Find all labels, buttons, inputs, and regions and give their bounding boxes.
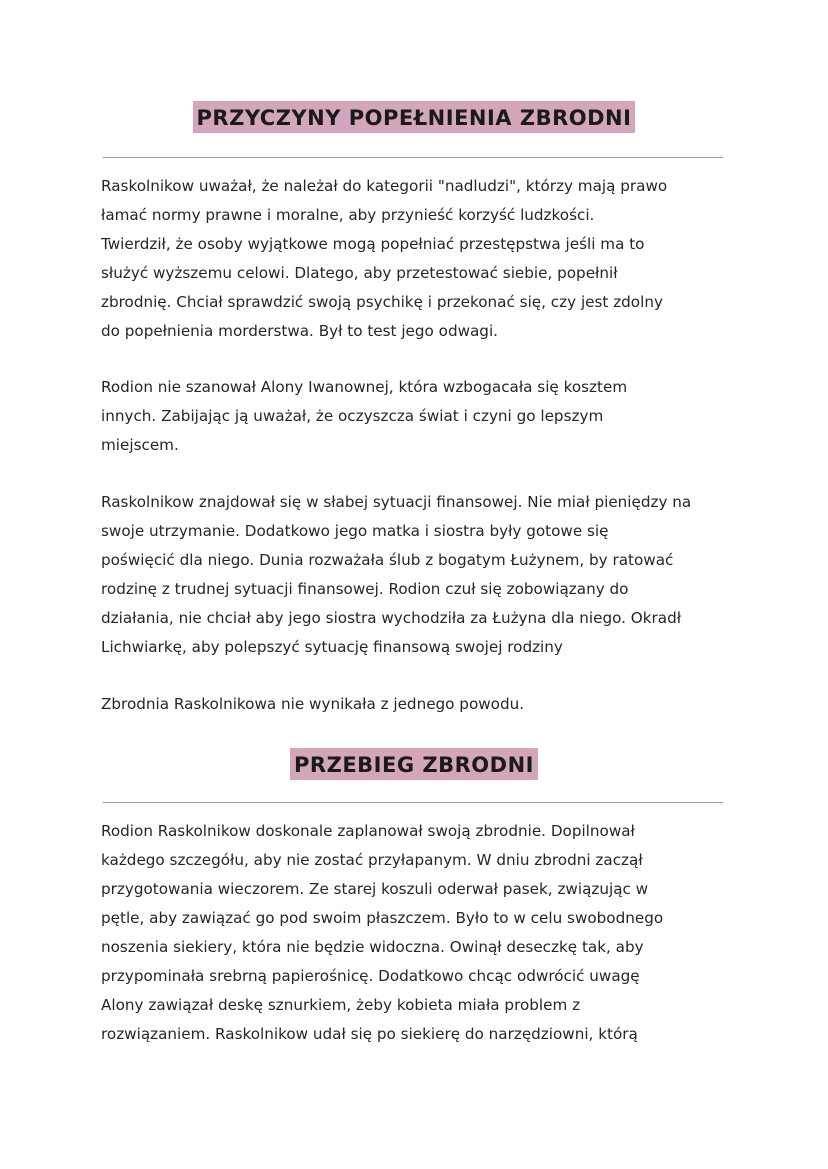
text-line: łamać normy prawne i moralne, aby przynieść korzyść ludzkości.: [101, 206, 595, 224]
section-divider: [103, 802, 723, 803]
text-line: Lichwiarkę, aby polepszyć sytuację finansową swojej rodziny: [101, 638, 563, 656]
section-heading-causes: PRZYCZYNY POPEŁNIENIA ZBRODNI: [193, 101, 636, 133]
text-line: rodzinę z trudnej sytuacji finansowej. Rodion czuł się zobowiązany do: [101, 580, 629, 598]
text-line: innych. Zabijając ją uważał, że oczyszcza świat i czyni go lepszym: [101, 407, 604, 425]
section-heading-wrap: [0, 101, 828, 133]
text-line: Zbrodnia Raskolnikowa nie wynikała z jednego powodu.: [101, 695, 525, 713]
text-line: swoje utrzymanie. Dodatkowo jego matka i siostra były gotowe się: [101, 522, 609, 540]
text-line: pętle, aby zawiązać go pod swoim płaszczem. Było to w celu swobodnego: [101, 909, 664, 927]
paragraph: [101, 373, 731, 460]
paragraph: [101, 172, 731, 346]
text-line: Alony zawiązał deskę sznurkiem, żeby kobieta miała problem z: [101, 996, 581, 1014]
text-line: Rodion nie szanował Alony Iwanownej, która wzbogacała się kosztem: [101, 378, 628, 396]
text-line: Raskolnikow uważał, że należał do kategorii "nadludzi", którzy mają prawo: [101, 177, 668, 195]
text-line: rozwiązaniem. Raskolnikow udał się po siekierę do narzędziowni, którą: [101, 1025, 638, 1043]
text-line: Twierdził, że osoby wyjątkowe mogą popełniać przestępstwa jeśli ma to: [101, 235, 645, 253]
text-line: przygotowania wieczorem. Ze starej koszuli oderwał pasek, związując w: [101, 880, 649, 898]
text-line: Raskolnikow znajdował się w słabej sytuacji finansowej. Nie miał pieniędzy na: [101, 493, 692, 511]
text-line: działania, nie chciał aby jego siostra wychodziła za Łużyna dla niego. Okradł: [101, 609, 682, 627]
text-line: noszenia siekiery, która nie będzie widoczna. Owinął deseczkę tak, aby: [101, 938, 644, 956]
text-line: do popełnienia morderstwa. Był to test jego odwagi.: [101, 322, 498, 340]
text-line: miejscem.: [101, 436, 179, 454]
text-line: służyć wyższemu celowi. Dlatego, aby przetestować siebie, popełnił: [101, 264, 618, 282]
paragraph: [101, 817, 731, 1049]
section-heading-wrap: [0, 748, 828, 780]
text-line: przypominała srebrną papierośnicę. Dodatkowo chcąc odwrócić uwagę: [101, 967, 640, 985]
section-divider: [103, 157, 723, 158]
paragraph: [101, 690, 731, 719]
text-line: poświęcić dla niego. Dunia rozważała ślub z bogatym Łużynem, by ratować: [101, 551, 674, 569]
paragraph: [101, 488, 731, 662]
text-line: Rodion Raskolnikow doskonale zaplanował swoją zbrodnie. Dopilnował: [101, 822, 635, 840]
text-line: każdego szczegółu, aby nie zostać przyłapanym. W dniu zbrodni zaczął: [101, 851, 643, 869]
section-heading-course: PRZEBIEG ZBRODNI: [290, 748, 538, 780]
text-line: zbrodnię. Chciał sprawdzić swoją psychikę i przekonać się, czy jest zdolny: [101, 293, 663, 311]
